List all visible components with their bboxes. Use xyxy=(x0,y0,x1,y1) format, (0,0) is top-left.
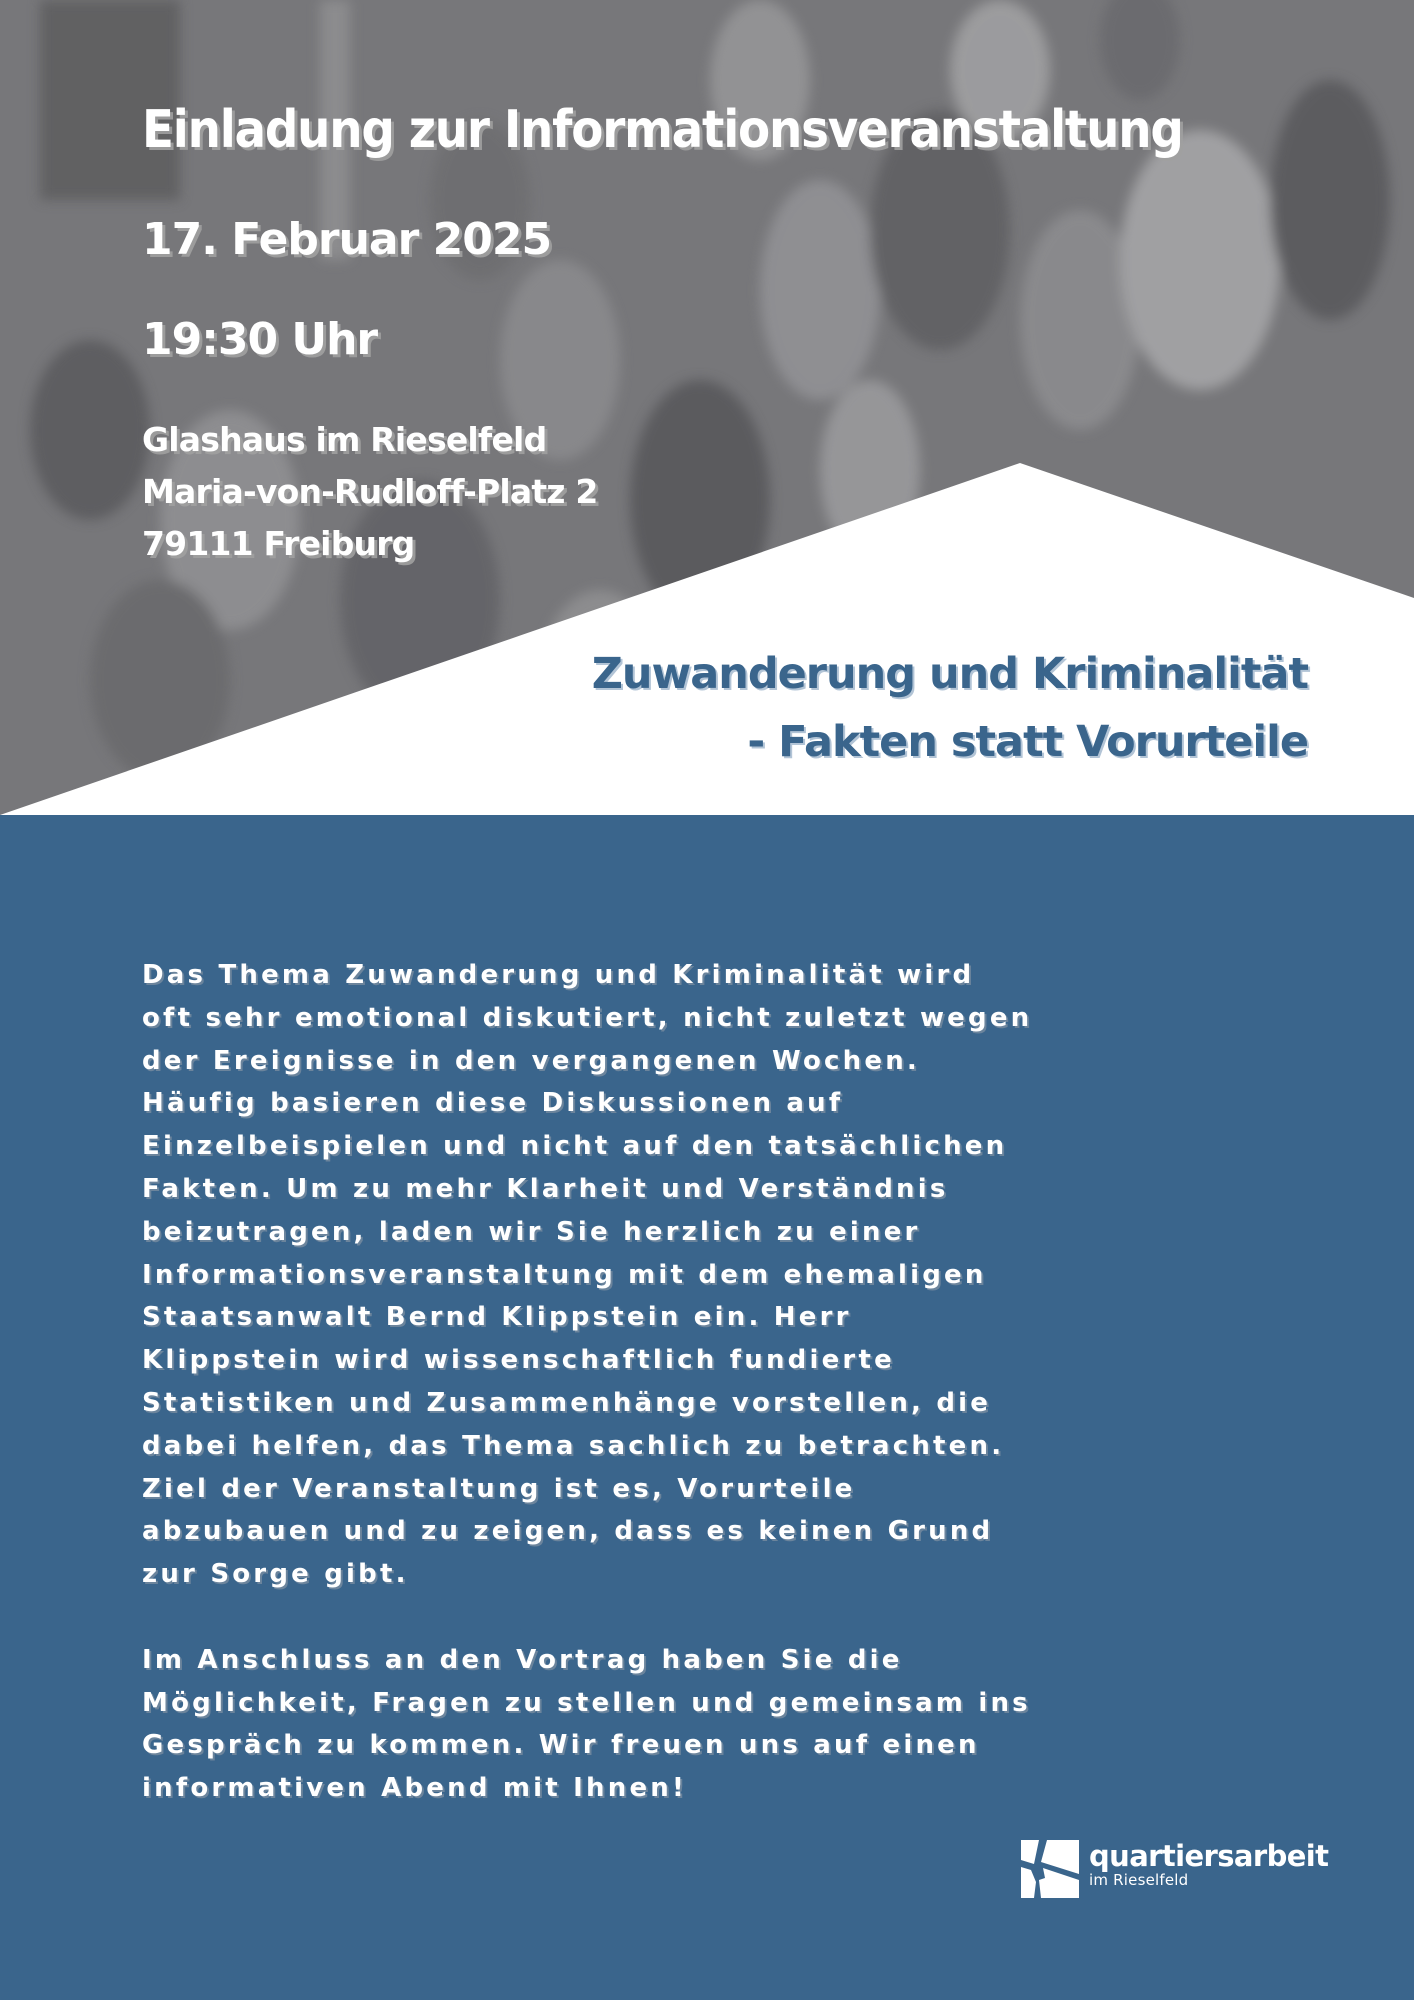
description-paragraph-2 xyxy=(142,1639,1042,1810)
text-line: Das Thema Zuwanderung und Kriminalität wird xyxy=(142,960,975,990)
event-time: 19:30 Uhr xyxy=(142,314,378,365)
hero-section xyxy=(0,0,1414,815)
text-line: beizutragen, laden wir Sie herzlich zu einer xyxy=(142,1216,921,1247)
text-line: Einzelbeispielen und nicht auf den tatsächlichen xyxy=(142,1131,1008,1162)
text-line: Gespräch zu kommen. Wir freuen uns auf einen xyxy=(142,1730,980,1761)
page-title: Einladung zur Informationsveranstaltung xyxy=(142,100,1183,160)
address-venue: Glashaus im Rieselfeld xyxy=(142,420,547,459)
text-line: Klippstein wird wissenschaftlich fundierte xyxy=(142,1345,895,1376)
topic-line-2: - Fakten statt Vorurteile xyxy=(747,717,1308,767)
description-paragraph-1 xyxy=(142,954,1042,1596)
text-line: informativen Abend mit Ihnen! xyxy=(142,1773,688,1804)
text-line: Staatsanwalt Bernd Klippstein ein. Herr xyxy=(142,1302,852,1333)
logo-subtitle: im Rieselfeld xyxy=(1089,1871,1189,1889)
text-line: Möglichkeit, Fragen zu stellen und gemeinsam ins xyxy=(142,1687,1031,1718)
event-date: 17. Februar 2025 xyxy=(142,214,552,265)
text-line: oft sehr emotional diskutiert, nicht zuletzt wegen xyxy=(142,1002,1033,1033)
quartiersarbeit-logo xyxy=(1021,1840,1328,1898)
logo-name: quartiersarbeit xyxy=(1089,1839,1329,1873)
event-address xyxy=(142,414,598,570)
text-line: Häufig basieren diese Diskussionen auf xyxy=(142,1088,844,1119)
text-line: abzubauen und zu zeigen, dass es keinen Grund xyxy=(142,1516,994,1547)
address-city: 79111 Freiburg xyxy=(142,524,415,563)
text-line: Ziel der Veranstaltung ist es, Vorurteile xyxy=(142,1473,856,1504)
text-line: der Ereignisse in den vergangenen Wochen. xyxy=(142,1045,920,1076)
text-line: Im Anschluss an den Vortrag haben Sie die xyxy=(142,1644,903,1675)
address-street: Maria-von-Rudloff-Platz 2 xyxy=(142,472,598,511)
event-description xyxy=(142,954,1042,1810)
text-line: Statistiken und Zusammenhänge vorstellen, die xyxy=(142,1387,992,1418)
text-line: Informationsveranstaltung mit dem ehemaligen xyxy=(142,1259,987,1290)
text-line: zur Sorge gibt. xyxy=(142,1559,409,1590)
event-topic xyxy=(592,640,1308,776)
topic-line-1: Zuwanderung und Kriminalität xyxy=(591,649,1308,699)
text-line: Fakten. Um zu mehr Klarheit und Verständnis xyxy=(142,1173,949,1204)
quartiersarbeit-logo-mark-icon xyxy=(1021,1840,1079,1898)
text-line: dabei helfen, das Thema sachlich zu betrachten. xyxy=(142,1430,1005,1461)
